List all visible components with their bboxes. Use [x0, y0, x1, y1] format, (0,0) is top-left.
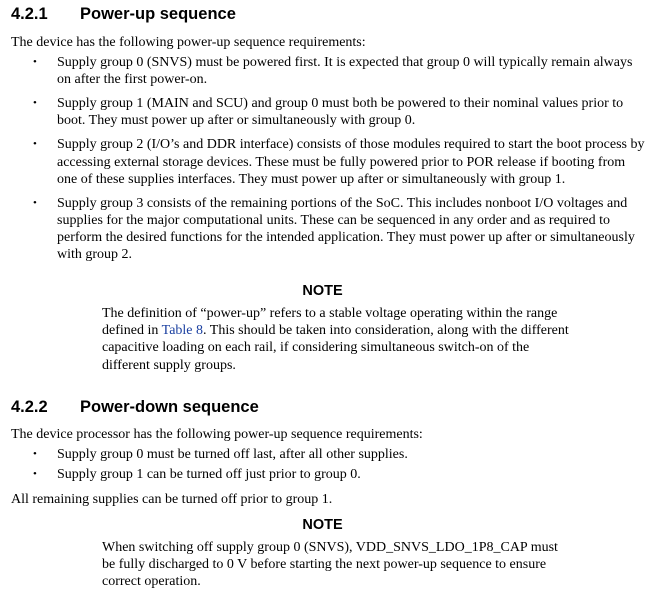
list-item	[0, 54, 645, 88]
bullet-icon: •	[33, 468, 37, 480]
intro-paragraph: The device processor has the following power-up sequence requirements:	[11, 427, 423, 442]
section-title: Power-up sequence	[80, 5, 236, 23]
power-down-bullet-list	[0, 446, 645, 483]
note-text: When switching off supply group 0 (SNVS), VDD_SNVS_LDO_1P8_CAP must be fully discharged to 0 V before starting the next power-up sequence to ensure correct operation.	[102, 540, 558, 590]
bullet-icon: •	[33, 97, 37, 110]
intro-paragraph: The device has the following power-up sequence requirements:	[11, 35, 366, 50]
section-heading-power-up	[11, 4, 236, 24]
list-item	[0, 446, 645, 463]
bullet-text: Supply group 3 consists of the remaining portions of the SoC. This includes nonboot I/O voltages and supplies for the major computational units. These can be sequenced in any order and as required to perform the desired functions for the intended application. They must power up after or simultaneously with group 2.	[57, 195, 635, 263]
bullet-icon: •	[33, 138, 37, 151]
bullet-text: Supply group 2 (I/O’s and DDR interface) consists of those modules required to start the boot process by accessing external storage devices. These must be fully powered prior to POR release if booting from one of these supplies interfaces. They must power up after or simultaneously with group 1.	[57, 137, 645, 187]
note-text	[102, 305, 572, 374]
bullet-icon: •	[33, 196, 37, 209]
section-number: 4.2.1	[11, 5, 48, 23]
list-item	[0, 195, 645, 264]
bullet-icon: •	[33, 56, 37, 68]
bullet-text: Supply group 0 (SNVS) must be powered first. It is expected that group 0 will typically remain always on after the first power-on.	[57, 55, 633, 88]
section-number: 4.2.2	[11, 398, 48, 416]
closing-paragraph: All remaining supplies can be turned off prior to group 1.	[11, 492, 333, 507]
power-up-bullet-list	[0, 54, 645, 264]
bullet-text: Supply group 1 can be turned off just prior to group 0.	[57, 467, 361, 482]
note-text-part: . This should be taken into consideration, along with the different capacitive loading on each rail, if considering simultaneous switch-on of the different supply groups.	[102, 323, 569, 373]
bullet-text: Supply group 0 must be turned off last, after all other supplies.	[57, 447, 408, 462]
note-text-part: The definition of “power-up” refers to a stable voltage operating within the range defined in	[102, 306, 558, 339]
section-title: Power-down sequence	[80, 398, 259, 416]
table-8-link[interactable]: Table 8	[161, 323, 204, 339]
note-heading: NOTE	[302, 517, 343, 533]
list-item	[0, 136, 645, 188]
bullet-text: Supply group 1 (MAIN and SCU) and group 0 must both be powered to their nominal values prior to boot. They must power up after or simultaneously with group 0.	[57, 96, 624, 129]
note-heading: NOTE	[302, 283, 343, 299]
list-item	[0, 466, 645, 483]
bullet-icon: •	[33, 448, 37, 460]
section-heading-power-down	[11, 397, 259, 417]
list-item	[0, 95, 645, 129]
